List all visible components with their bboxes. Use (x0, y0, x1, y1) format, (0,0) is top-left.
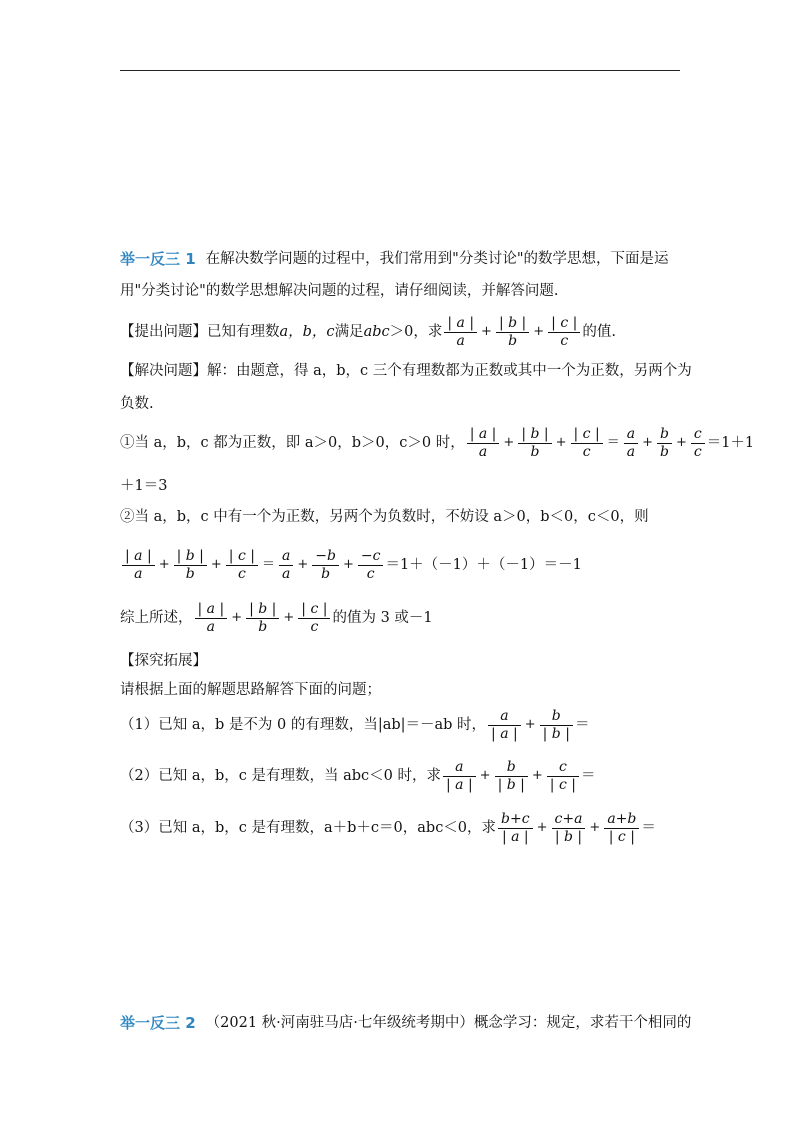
case1-line: ①当 a，b，c 都为正数，即 a＞0，b＞0，c＞0 时， $\frac{| a |}{a}$ + $\frac{| b |}{b}$ + $\frac{| c |}{c}$ ＝ $\frac{a}{a}$ + $\frac{b}{b}$ + $\frac{c}{c}$ ＝1＋1 (120, 425, 755, 460)
solve-line1 (120, 362, 692, 380)
ex1-intro-line1 (120, 250, 669, 268)
frac: $\frac{c}{c}$ (691, 426, 705, 461)
frac: $\frac{| c |}{c}$ (226, 548, 258, 583)
frac: $\frac{c+a}{| b |}$ (552, 811, 586, 846)
question-post: 的值. (582, 324, 616, 340)
solve-text1: 【解决问题】解：由题意，得 a，b，c 三个有理数都为正数或其中一个为正数，另两个为 (120, 363, 692, 379)
frac: $\frac{a}{| a |}$ (443, 759, 476, 794)
frac: $\frac{-c}{c}$ (358, 548, 384, 583)
solve-text2: 负数. (120, 396, 154, 412)
frac: $\frac{-b}{b}$ (312, 548, 339, 583)
frac: $\frac{a}{a}$ (279, 548, 293, 583)
problem2-line: （2）已知 a，b，c 是有理数，当 abc＜0 时，求 $\frac{a}{| a |}$ + $\frac{b}{| b |}$ + $\frac{c}{| c |}$ ＝ (120, 758, 596, 793)
summary-line: 综上所述， $\frac{| a |}{a}$ + $\frac{| b |}{b}$ + $\frac{| c |}{c}$ 的值为 3 或－1 (120, 600, 433, 635)
case2-line (120, 508, 649, 526)
solve-line2 (120, 395, 154, 413)
ex1-heading: 举一反三 1 (120, 250, 196, 268)
frac: $\frac{| b |}{b}$ (174, 548, 207, 583)
frac: $\frac{b}{| b |}$ (495, 759, 528, 794)
frac: $\frac{a}{a}$ (624, 426, 638, 461)
case2-text: ②当 a，b，c 中有一个为正数，另两个为负数时，不妨设 a＞0，b＜0，c＜0，则 (120, 509, 649, 525)
frac: $\frac{| c |}{c}$ (571, 426, 603, 461)
problem2-eq: ＝ (580, 768, 596, 784)
problem2-prefix: （2）已知 a，b，c 是有理数，当 abc＜0 时，求 (120, 768, 441, 784)
case1-cont: ＋1＝3 (120, 478, 168, 494)
problem3-prefix: （3）已知 a，b，c 是有理数，a＋b＋c＝0，abc＜0，求 (120, 820, 497, 836)
extend-intro: 请根据上面的解题思路解答下面的问题； (120, 682, 381, 698)
frac: $\frac{| a |}{a}$ (467, 426, 500, 461)
question-cond: abc (363, 324, 390, 340)
problem3-line: （3）已知 a，b，c 是有理数，a＋b＋c＝0，abc＜0，求 $\frac{b+c}{| a |}$ + $\frac{c+a}{| b |}$ + $\frac{a+b}{| c |}$ ＝ (120, 810, 656, 845)
frac: $\frac{a}{| a |}$ (488, 708, 521, 743)
question-line: 【提出问题】已知有理数 a，b，c 满足 abc ＞0，求 $\frac{| a |}{a}$ + $\frac{| b |}{b}$ + $\frac{| c |}{c}$ 的值. (120, 314, 616, 349)
summary-prefix: 综上所述， (120, 610, 193, 626)
extend-title-line (120, 652, 207, 670)
problem1-eq: ＝ (574, 717, 590, 733)
ex2-text: （2021 秋·河南驻马店·七年级统考期中）概念学习：规定，求若干个相同的 (205, 1015, 692, 1031)
extend-title: 【探究拓展】 (120, 653, 207, 669)
frac: $\frac{| b |}{b}$ (246, 601, 279, 636)
frac-abs-c-over-c: $\frac{| c |}{c}$ (548, 315, 580, 350)
problem1-line: （1）已知 a，b 是不为 0 的有理数，当|ab|＝－ab 时， $\frac{a}{| a |}$ + $\frac{b}{| b |}$ ＝ (120, 707, 590, 742)
frac: $\frac{b}{| b |}$ (540, 708, 573, 743)
frac: $\frac{b+c}{| a |}$ (498, 811, 533, 846)
problem1-prefix: （1）已知 a，b 是不为 0 的有理数，当|ab|＝－ab 时， (120, 717, 487, 733)
question-mid: 满足 (334, 324, 364, 340)
frac-abs-a-over-a: $\frac{| a |}{a}$ (444, 315, 477, 350)
frac: $\frac{| a |}{a}$ (195, 601, 228, 636)
ex1-intro-line2 (120, 282, 558, 300)
extend-intro-line (120, 681, 381, 699)
frac-abs-b-over-b: $\frac{| b |}{b}$ (496, 315, 529, 350)
header-rule (120, 70, 680, 71)
question-vars: a，b，c (279, 324, 335, 340)
summary-post: 的值为 3 或－1 (332, 610, 433, 626)
ex1-intro1: 在解决数学问题的过程中，我们常用到"分类讨论"的数学思想，下面是运 (205, 251, 669, 267)
frac: $\frac{| a |}{a}$ (122, 548, 155, 583)
ex2-line (120, 1014, 691, 1032)
case1-prefix: ①当 a，b，c 都为正数，即 a＞0，b＞0，c＞0 时， (120, 435, 465, 451)
case2-eq: ＝1＋（－1）＋（－1）＝－1 (385, 557, 582, 573)
case1-eq: ＝1＋1 (706, 435, 755, 451)
case2-eq-line: $\frac{| a |}{a}$ + $\frac{| b |}{b}$ + $\frac{| c |}{c}$ ＝ $\frac{a}{a}$ + $\frac{-b}{b}$ + $\frac{-c}{c}$ ＝1＋（－1）＋（－1）＝－1 (120, 545, 582, 585)
question-prefix: 【提出问题】已知有理数 (120, 324, 280, 340)
problem3-eq: ＝ (641, 820, 656, 836)
frac: $\frac{| b |}{b}$ (518, 426, 551, 461)
frac: $\frac{c}{| c |}$ (547, 759, 579, 794)
frac: $\frac{| c |}{c}$ (298, 601, 330, 636)
ex2-heading: 举一反三 2 (120, 1014, 196, 1032)
question-gt: ＞0，求 (389, 324, 443, 340)
frac: $\frac{b}{b}$ (657, 426, 672, 461)
frac: $\frac{a+b}{| c |}$ (604, 811, 639, 846)
case1-cont-line (120, 477, 167, 495)
ex1-intro2: 用"分类讨论"的数学思想解决问题的过程，请仔细阅读，并解答问题. (120, 283, 559, 299)
